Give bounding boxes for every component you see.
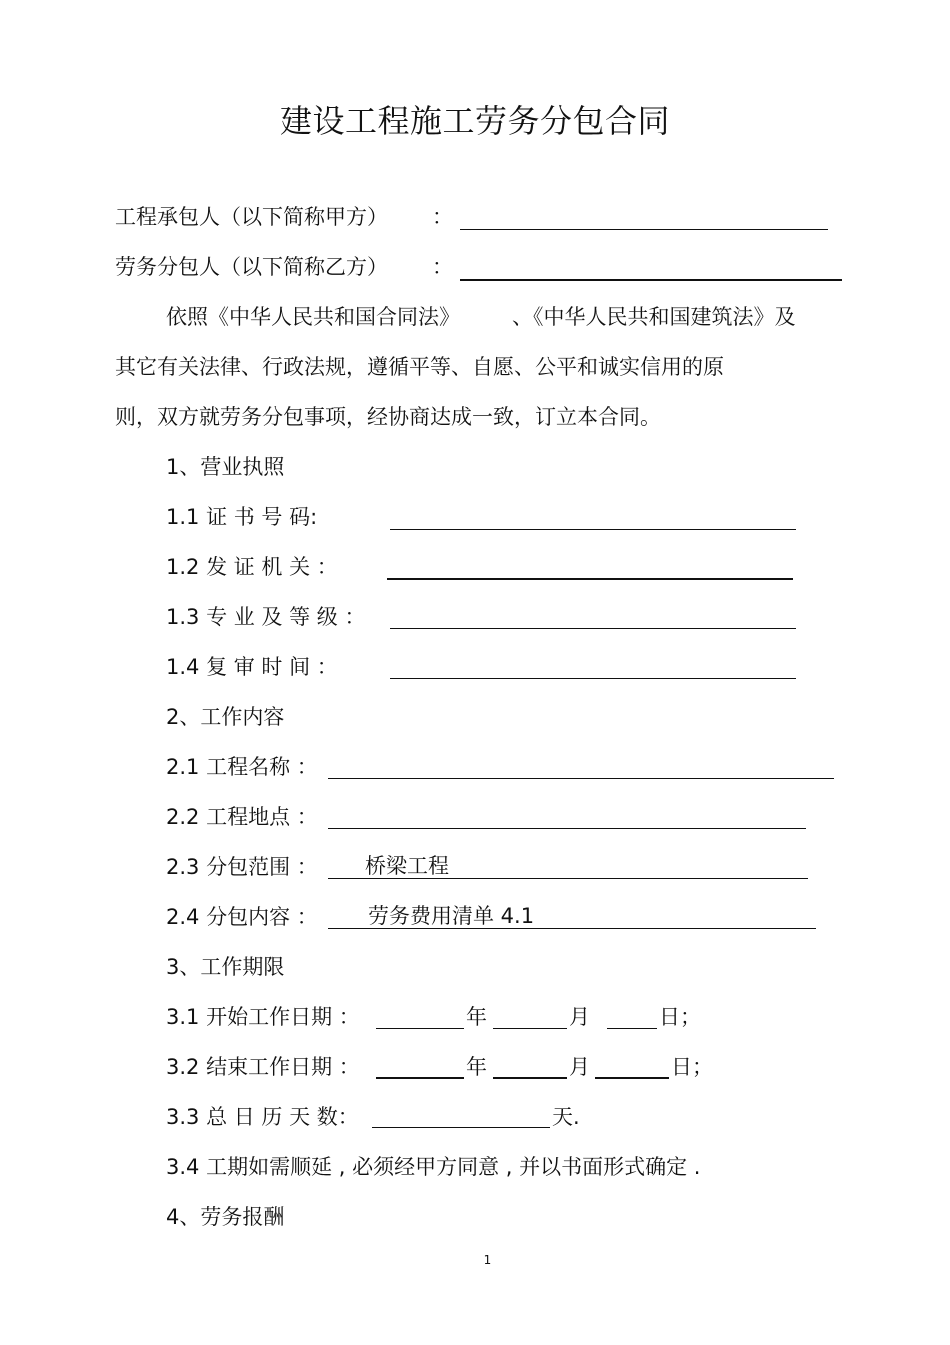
start-year-unit: 年	[466, 1005, 487, 1029]
item-1-2-label: 1.2 发 证 机 关 ：	[166, 555, 338, 579]
preamble-line1-a: 依照《中华人民共和国合同法》	[166, 305, 460, 329]
party-b-colon: ：	[432, 255, 453, 279]
party-a-label: 工程承包人（以下简称甲方）	[115, 205, 388, 229]
document-title: 建设工程施工劳务分包合同	[279, 102, 670, 140]
item-3-3-label: 3.3 总 日 历 天 数：	[166, 1105, 359, 1129]
start-month-unit: 月	[569, 1005, 590, 1029]
end-year-unit: 年	[466, 1055, 487, 1079]
item-1-3-blank[interactable]	[390, 628, 796, 629]
item-2-2-label: 2.2 工程地点 ：	[166, 805, 318, 829]
total-days-blank[interactable]	[372, 1127, 550, 1128]
item-2-1-blank[interactable]	[328, 778, 834, 779]
section2-heading: 2、工作内容	[166, 705, 285, 729]
item-1-1-blank[interactable]	[390, 529, 796, 530]
item-1-1-label: 1.1 证 书 号 码:	[166, 505, 318, 529]
item-2-2-blank[interactable]	[328, 828, 806, 829]
item-3-1-label: 3.1 开始工作日期 ：	[166, 1005, 360, 1029]
item-1-2-blank[interactable]	[387, 578, 793, 580]
start-month-blank[interactable]	[493, 1028, 567, 1029]
item-1-4-label: 1.4 复 审 时 间 ：	[166, 655, 338, 679]
section3-heading: 3、工作期限	[166, 955, 285, 979]
item-1-4-blank[interactable]	[390, 678, 796, 679]
item-2-4-label: 2.4 分包内容 ：	[166, 905, 318, 929]
party-a-colon: ：	[432, 205, 453, 229]
item-2-4-value: 劳务费用清单 4.1	[368, 904, 535, 928]
start-day-blank[interactable]	[607, 1028, 657, 1029]
party-b-blank[interactable]	[460, 279, 842, 281]
section4-heading: 4、劳务报酬	[166, 1205, 285, 1229]
end-month-blank[interactable]	[493, 1077, 567, 1079]
start-day-unit: 日；	[659, 1005, 701, 1029]
end-year-blank[interactable]	[376, 1077, 464, 1079]
section1-heading: 1、营业执照	[166, 455, 285, 479]
item-3-4-text: 3.4 工期如需顺延 , 必须经甲方同意 , 并以书面形式确定 .	[166, 1155, 701, 1179]
party-b-label: 劳务分包人（以下简称乙方）	[115, 255, 388, 279]
preamble-line1-b: 、《中华人民共和国建筑法》及	[512, 305, 796, 329]
preamble-line2: 其它有关法律、行政法规，遵循平等、自愿、公平和诚实信用的原	[115, 355, 724, 379]
party-a-blank[interactable]	[460, 229, 828, 230]
item-3-2-label: 3.2 结束工作日期 ：	[166, 1055, 360, 1079]
preamble-line3: 则，双方就劳务分包事项，经协商达成一致，订立本合同。	[115, 405, 661, 429]
item-1-3-label: 1.3 专 业 及 等 级 ：	[166, 605, 366, 629]
item-2-3-label: 2.3 分包范围 ：	[166, 855, 318, 879]
item-2-3-value: 桥梁工程	[365, 854, 449, 878]
end-day-blank[interactable]	[595, 1077, 669, 1079]
item-2-1-label: 2.1 工程名称 ：	[166, 755, 318, 779]
end-day-unit: 日；	[671, 1055, 713, 1079]
end-month-unit: 月	[569, 1055, 590, 1079]
page-number: 1	[483, 1253, 492, 1267]
start-year-blank[interactable]	[376, 1028, 464, 1029]
total-days-unit: 天.	[552, 1105, 580, 1129]
